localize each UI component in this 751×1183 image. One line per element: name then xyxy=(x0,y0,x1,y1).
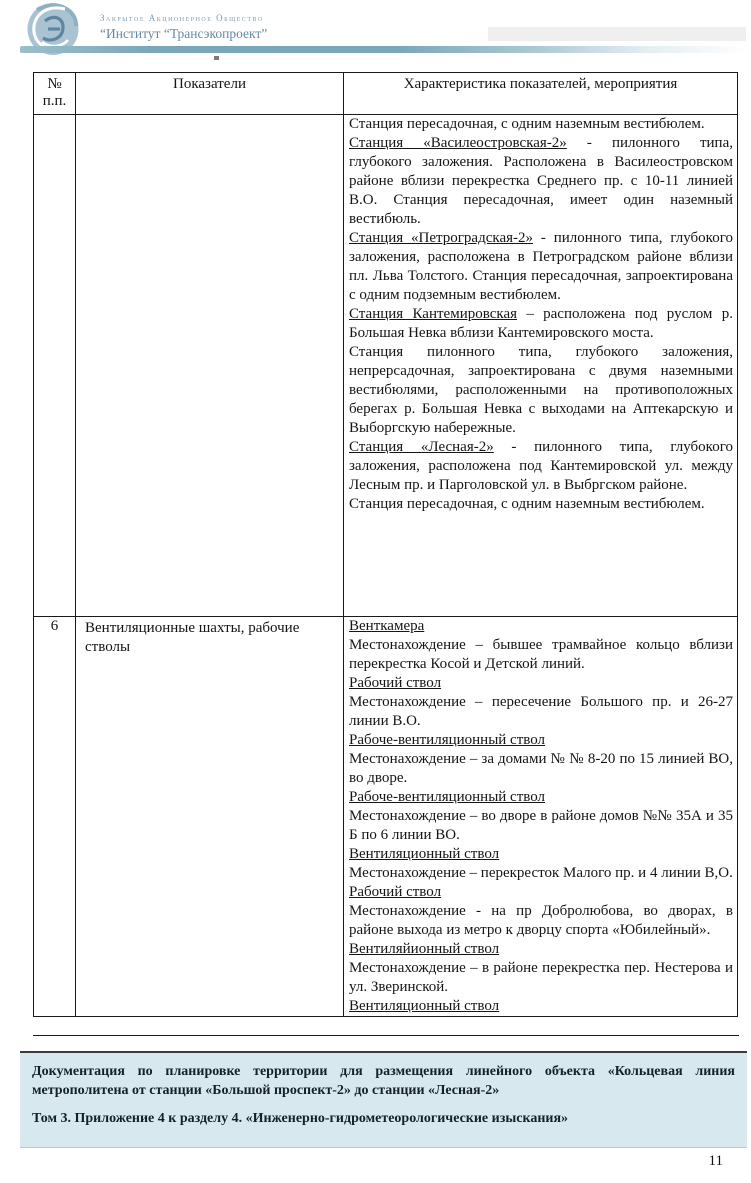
company-name xyxy=(100,13,267,43)
page-number: 11 xyxy=(708,1153,723,1169)
paragraph: Станция «Петроградская-2» - пилонного типа, глубокого заложения, расположена в Петроградском районе вблизи пл. Льва Толстого. Станция пересадочная, запроектирована с одним подземным вестибюлем. xyxy=(349,229,733,303)
paragraph: Местонахождение – в районе перекрестка пер. Нестерова и ул. Зверинской. xyxy=(349,959,733,995)
footer-document-title: Документация по планировке территории для размещения линейного объекта «Кольцевая линия метрополитена от станции «Большой проспект-2» до станции «Лесная-2» xyxy=(32,1064,735,1098)
company-name-line1: Закрытое Акционерное Общество xyxy=(100,13,264,23)
paragraph: Местонахождение - на пр Добролюбова, во дворах, в районе выхода из метро к дворцу спорта «Юбилейный». xyxy=(349,902,733,938)
company-name-line2: “Институт “Трансэкопроект” xyxy=(100,26,268,42)
paragraph: Станция пилонного типа, глубокого заложения, непрерсадочная, запроектирована с двумя наземными вестибюлями, расположенными на противоположных берегах р. Большая Невка с выходами на Аптекарскую и Выборгскую набережные. xyxy=(349,343,733,436)
indicators-table-region xyxy=(33,72,739,1036)
indicator-cell xyxy=(76,114,344,616)
row-number-cell: 6 xyxy=(34,616,76,1016)
paragraph: Станция пересадочная, с одним наземным вестибюлем. xyxy=(349,495,705,512)
paragraph: Рабоче-вентиляционный ствол xyxy=(349,788,546,805)
paragraph: Станция пересадочная, с одним наземным вестибюлем. xyxy=(349,115,705,132)
paragraph: Станция Кантемировская – расположена под руслом р. Большая Невка вблизи Кантемировского моста. xyxy=(349,305,733,341)
paragraph: Венткамера xyxy=(349,617,425,634)
paragraph: Рабочий ствол xyxy=(349,674,442,691)
paragraph: Местонахождение – пересечение Большого пр. и 26-27 линии В.О. xyxy=(349,693,733,729)
stray-print-mark xyxy=(214,56,219,60)
paragraph: Местонахождение – во дворе в районе домов №№ 35А и 35 Б по 6 линии ВО. xyxy=(349,807,733,843)
paragraph: Рабочий ствол xyxy=(349,883,442,900)
row-number-cell xyxy=(34,114,76,616)
column-header-number: № п.п. xyxy=(34,73,76,115)
indicators-table xyxy=(33,72,738,1017)
table-row-ventilation xyxy=(34,616,738,1016)
decorative-band xyxy=(488,27,746,41)
paragraph: Вентиляционный ствол xyxy=(349,997,500,1014)
characteristics-cell xyxy=(344,114,738,616)
table-header-row xyxy=(34,73,738,115)
paragraph: Рабоче-вентиляционный ствол xyxy=(349,731,546,748)
paragraph: Станция «Василеостровская-2» - пилонного типа, глубокого заложения. Расположена в Василеостровском районе вблизи перекрестка Среднего пр. с 10-11 линией В.О. Станция пересадочная, имеет один наземный вестибюль. xyxy=(349,134,733,227)
paragraph: Станция «Лесная-2» - пилонного типа, глубокого заложения, расположена под Кантемировской ул. между Лесным пр. и Парголовской ул. в Выбргском районе. xyxy=(349,438,733,493)
paragraph: Местонахождение – перекресток Малого пр. и 4 линии В,О. xyxy=(349,864,733,881)
table-row-stations xyxy=(34,114,738,616)
paragraph: Местонахождение – бывшее трамвайное кольцо вблизи перекрестка Косой и Детской линий. xyxy=(349,636,733,672)
paragraph: Местонахождение – за домами № № 8-20 по 15 линией ВО, во дворе. xyxy=(349,750,733,786)
column-header-indicators: Показатели xyxy=(76,73,344,115)
paragraph: Вентиляйионный ствол xyxy=(349,940,500,957)
characteristics-cell xyxy=(344,616,738,1016)
column-header-characteristics: Характеристика показателей, мероприятия xyxy=(344,73,738,115)
paragraph: Вентиляционный ствол xyxy=(349,845,500,862)
indicator-cell: Вентиляционные шахты, рабочие стволы xyxy=(76,616,344,1016)
header-gradient-rule xyxy=(20,46,747,53)
footer-volume-line: Том 3. Приложение 4 к разделу 4. «Инженерно-гидрометеорологические изыскания» xyxy=(32,1111,569,1126)
footer-title-block xyxy=(20,1051,747,1148)
